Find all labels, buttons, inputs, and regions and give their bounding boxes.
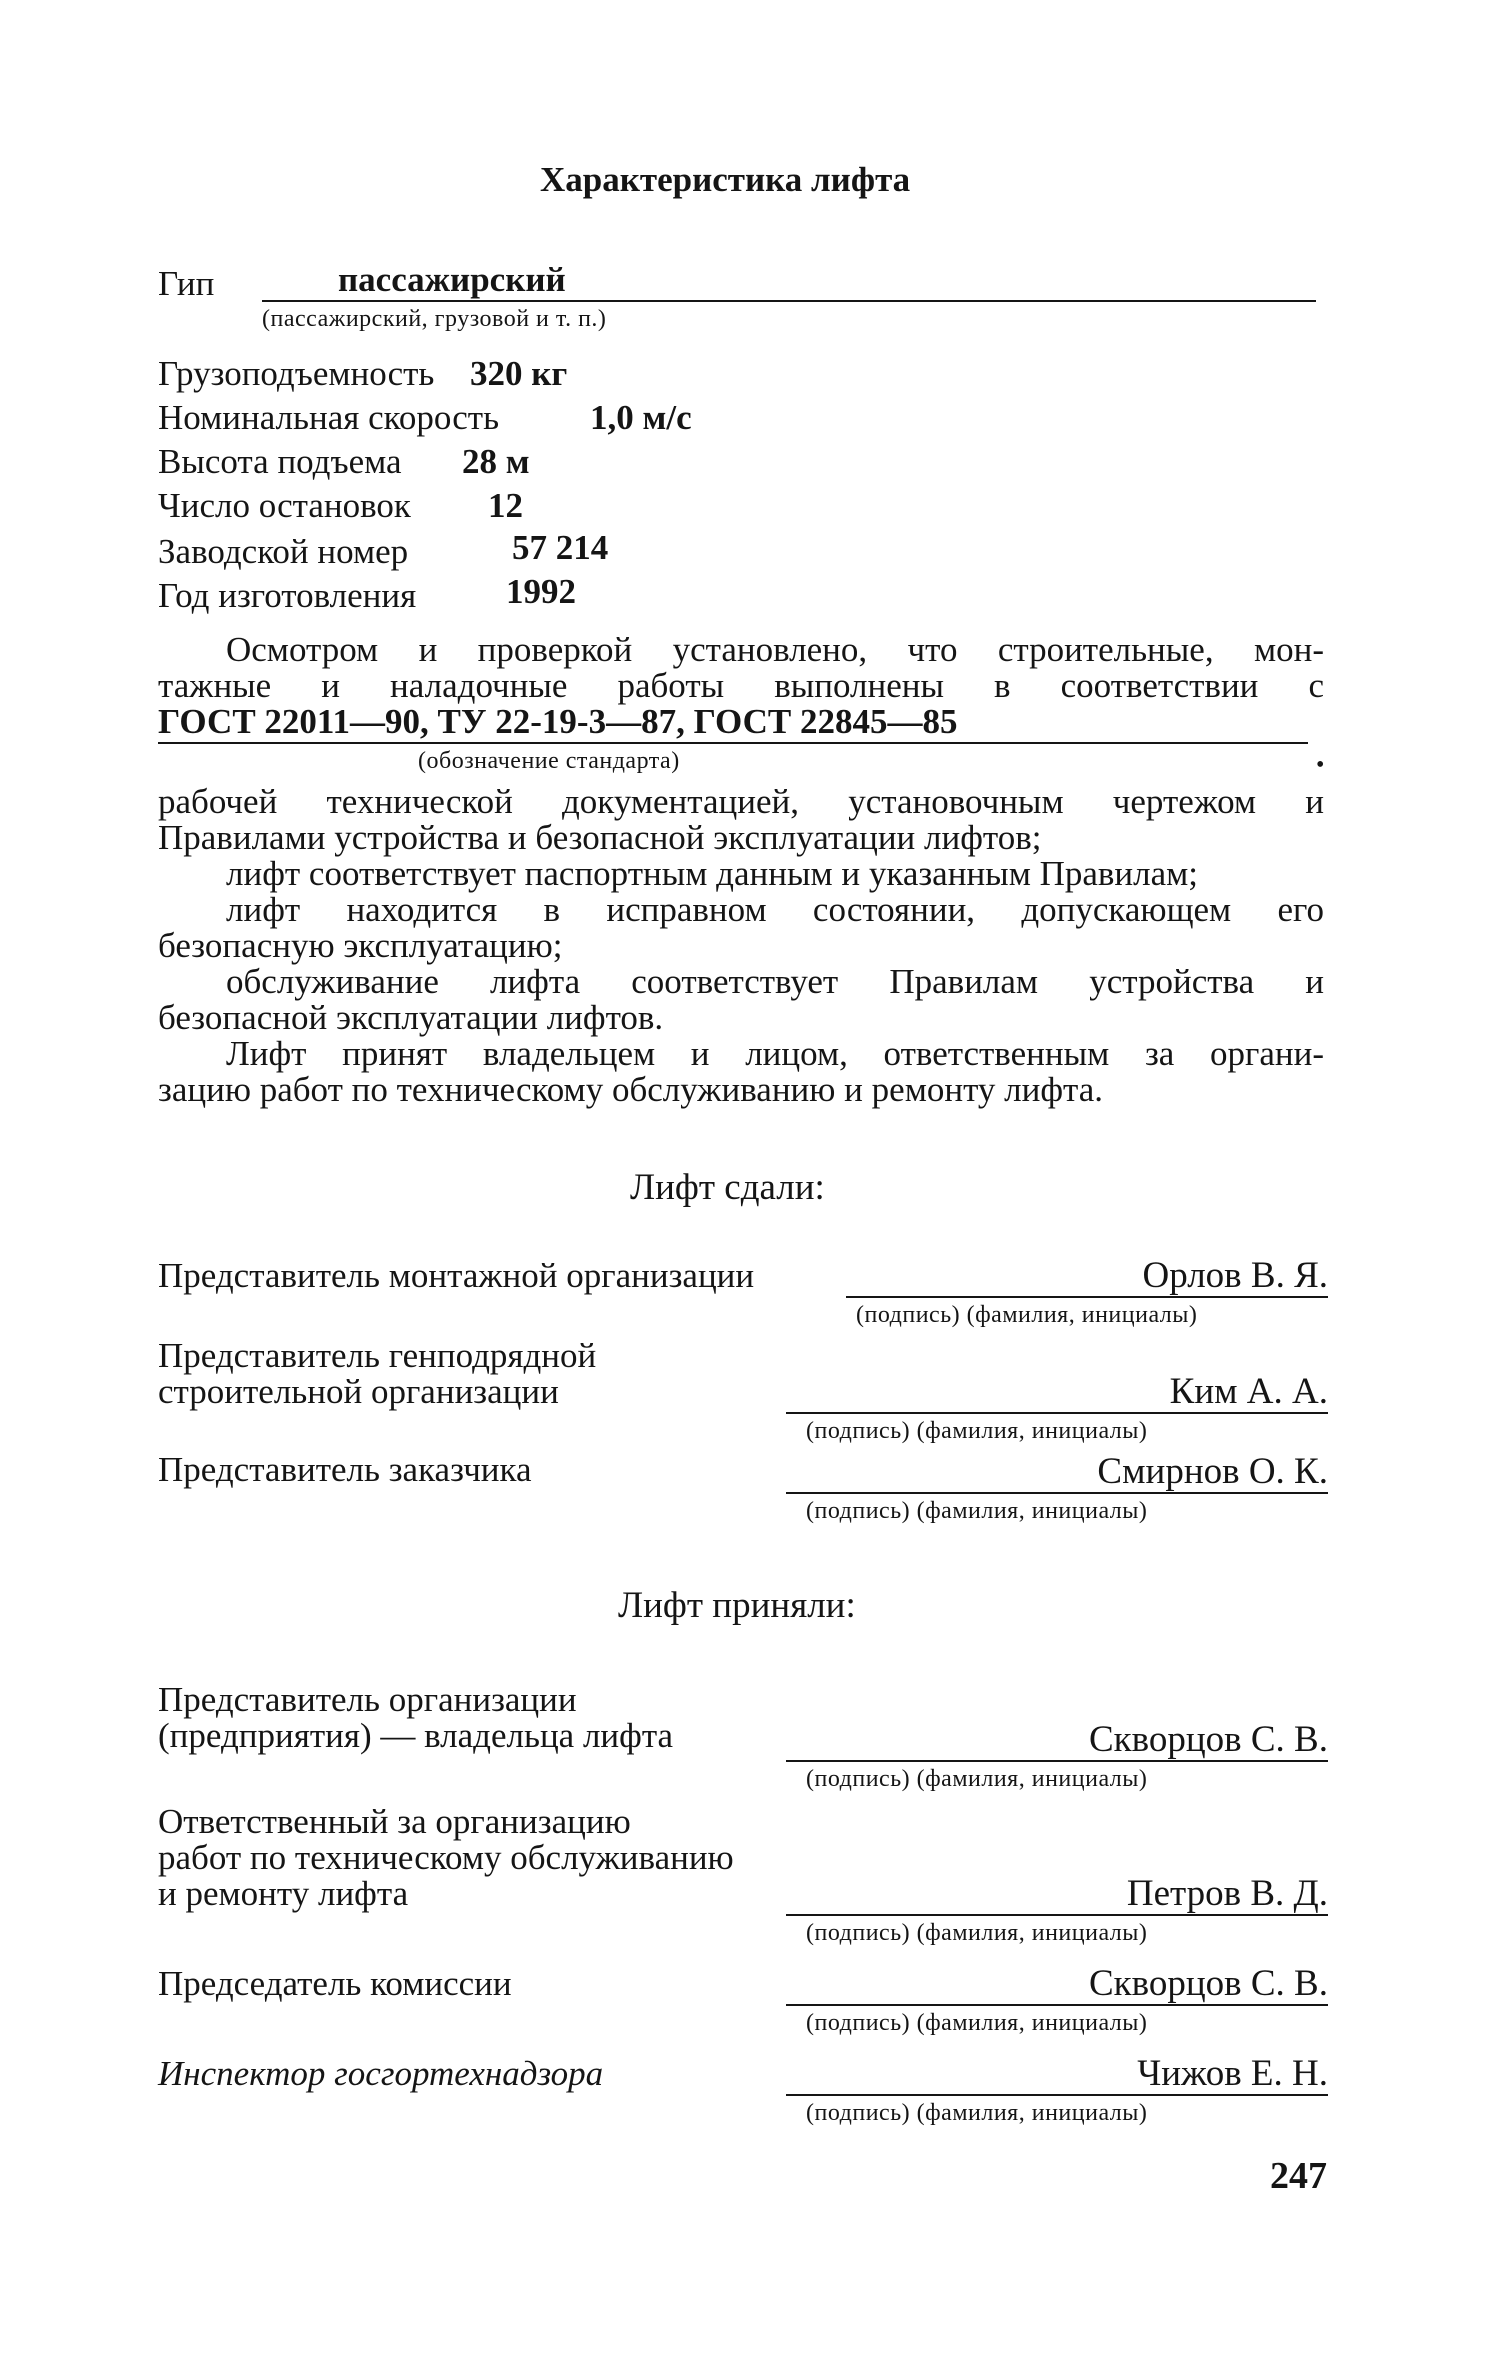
type-label: Гип (158, 264, 215, 303)
signer-name: Скворцов С. В. (1088, 1719, 1328, 1760)
spec-label: Номинальная скорость (158, 398, 500, 437)
signer-role: Инспектор госгортехнадзора (158, 2054, 604, 2093)
spec-label: Год изготовления (158, 576, 417, 615)
paragraph-line: Лифт принят владельцем и лицом, ответственным за органи- (226, 1034, 1324, 1073)
signature-line (786, 2004, 1328, 2006)
spec-value: 1992 (506, 572, 576, 611)
type-underline (262, 300, 1316, 302)
spec-value: 320 кг (470, 354, 568, 393)
signature-caption: (подпись) (фамилия, инициалы) (806, 2100, 1148, 2126)
section-heading-accepted: Лифт приняли: (618, 1585, 856, 1626)
paragraph-line: обслуживание лифта соответствует Правилам устройства и (226, 962, 1324, 1001)
signature-line (846, 1296, 1328, 1298)
paragraph-line: Осмотром и проверкой установлено, что строительные, мон- (226, 630, 1324, 669)
signature-caption: (подпись) (фамилия, инициалы) (806, 1498, 1148, 1524)
spec-label: Заводской номер (158, 532, 409, 571)
signature-caption: (подпись) (фамилия, инициалы) (856, 1302, 1198, 1328)
signer-role: Представитель заказчика (158, 1450, 532, 1489)
spec-label: Число остановок (158, 486, 411, 525)
section-heading-handed: Лифт сдали: (630, 1167, 825, 1208)
standards-underline (158, 742, 1308, 744)
signer-role: работ по техническому обслуживанию (158, 1838, 734, 1877)
page-number: 247 (1270, 2155, 1327, 2197)
signer-name: Скворцов С. В. (1088, 1963, 1328, 2004)
signature-line (786, 1492, 1328, 1494)
spec-value: 57 214 (512, 528, 609, 567)
spec-label: Грузоподъемность (158, 354, 435, 393)
signer-role: строительной организации (158, 1372, 559, 1411)
signer-role: Представитель монтажной организации (158, 1256, 755, 1295)
signer-name: Петров В. Д. (1126, 1873, 1328, 1914)
signer-role: Председатель комиссии (158, 1964, 512, 2003)
bullet-dot: • (1316, 752, 1325, 778)
signature-line (786, 1412, 1328, 1414)
standards-value: ГОСТ 22011—90, ТУ 22-19-3—87, ГОСТ 22845—85 (158, 702, 958, 741)
signer-role: Представитель организации (158, 1680, 577, 1719)
spec-value: 1,0 м/с (590, 398, 692, 437)
signer-name: Орлов В. Я. (1142, 1255, 1328, 1296)
spec-label: Высота подъема (158, 442, 402, 481)
signature-caption: (подпись) (фамилия, инициалы) (806, 1418, 1148, 1444)
paragraph-line: зацию работ по техническому обслуживанию и ремонту лифта. (158, 1070, 1104, 1109)
page-title: Характеристика лифта (540, 160, 911, 199)
signature-caption: (подпись) (фамилия, инициалы) (806, 1766, 1148, 1792)
signer-role: Ответственный за организацию (158, 1802, 631, 1841)
type-value: пассажирский (338, 260, 566, 299)
paragraph-line: Правилами устройства и безопасной эксплуатации лифтов; (158, 818, 1042, 857)
signature-caption: (подпись) (фамилия, инициалы) (806, 1920, 1148, 1946)
paragraph-line: безопасную эксплуатацию; (158, 926, 563, 965)
paragraph-line: лифт соответствует паспортным данным и указанным Правилам; (226, 854, 1199, 893)
signature-line (786, 1760, 1328, 1762)
paragraph-line: рабочей технической документацией, установочным чертежом и (158, 782, 1324, 821)
signer-role: и ремонту лифта (158, 1874, 409, 1913)
type-caption: (пассажирский, грузовой и т. п.) (262, 306, 607, 332)
spec-value: 28 м (462, 442, 530, 481)
paragraph-line: лифт находится в исправном состоянии, допускающем его (226, 890, 1324, 929)
signature-line (786, 2094, 1328, 2096)
standards-caption: (обозначение стандарта) (418, 748, 680, 774)
signer-name: Ким А. А. (1169, 1371, 1328, 1412)
signer-name: Чижов Е. Н. (1137, 2053, 1328, 2094)
spec-value: 12 (488, 486, 523, 525)
signature-line (786, 1914, 1328, 1916)
signature-caption: (подпись) (фамилия, инициалы) (806, 2010, 1148, 2036)
paragraph-line: тажные и наладочные работы выполнены в соответствии с (158, 666, 1324, 705)
paragraph-line: безопасной эксплуатации лифтов. (158, 998, 664, 1037)
signer-role: Представитель генподрядной (158, 1336, 597, 1375)
signer-role: (предприятия) — владельца лифта (158, 1716, 674, 1755)
signer-name: Смирнов О. К. (1097, 1451, 1328, 1492)
